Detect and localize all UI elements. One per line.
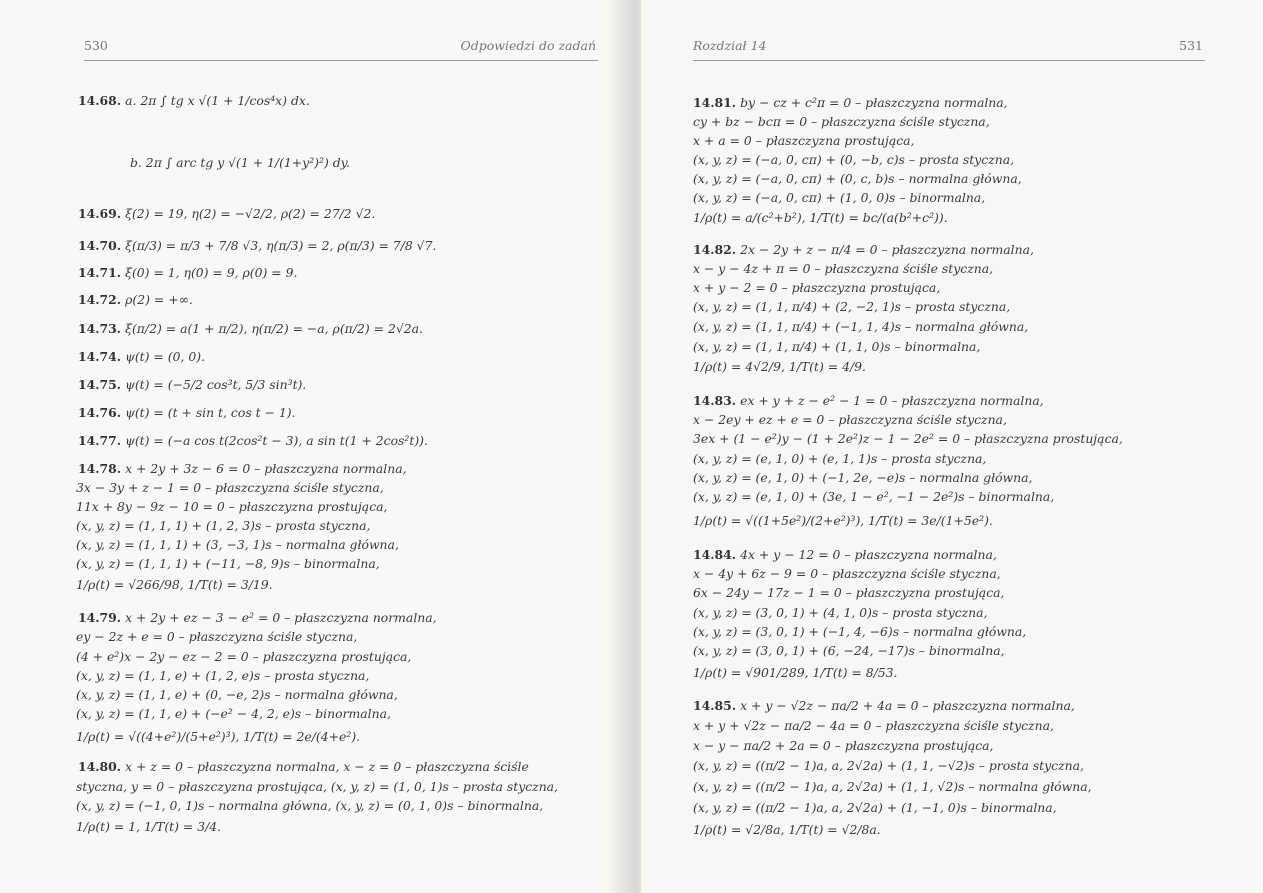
exercise-number: 14.85. — [693, 698, 737, 713]
equation-text: (x, y, z) = (3, 0, 1) + (4, 1, 0)s – prosta styczna, — [693, 605, 988, 620]
equation-text: (x, y, z) = (−1, 0, 1)s – normalna główna, (x, y, z) = (0, 1, 0)s – binormalna, — [76, 798, 544, 813]
equation-text: (x, y, z) = (1, 1, π/4) + (−1, 1, 4)s – normalna główna, — [693, 319, 1029, 334]
equation-text: (x, y, z) = (−a, 0, cπ) + (0, −b, c)s – prosta styczna, — [693, 152, 1015, 167]
equation-text: ψ(t) = (t + sin t, cos t − 1). — [125, 405, 296, 420]
exercise-number: 14.72. — [78, 292, 122, 307]
exercise-number: 14.70. — [78, 238, 122, 253]
equation-text: (x, y, z) = (1, 1, 1) + (1, 2, 3)s – prosta styczna, — [76, 518, 371, 533]
equation-text: 1/ρ(t) = √266/98, 1/T(t) = 3/19. — [76, 577, 273, 592]
answer-line — [693, 209, 948, 226]
answer-line — [76, 778, 558, 795]
answer-line — [693, 604, 987, 621]
equation-text: (x, y, z) = (−a, 0, cπ) + (0, c, b)s – normalna główna, — [693, 171, 1022, 186]
equation-text: 1/ρ(t) = √901/289, 1/T(t) = 8/53. — [693, 665, 898, 680]
equation-text: styczna, y = 0 – płaszczyzna prostująca, (x, y, z) = (1, 0, 1)s – prosta styczna, — [76, 779, 558, 794]
answer-line — [693, 737, 994, 754]
answer-line — [130, 154, 350, 171]
answer-line — [76, 818, 221, 835]
equation-text: ξ(π/2) = a(1 + π/2), η(π/2) = −a, ρ(π/2) = 2√2a. — [125, 321, 423, 336]
exercise-answer-14.79 — [78, 609, 437, 626]
page-number-left: 530 — [84, 38, 108, 53]
exercise-number: 14.75. — [78, 377, 122, 392]
exercise-answer-14.70 — [78, 237, 436, 254]
answer-line — [693, 488, 1054, 505]
exercise-answer-14.72 — [78, 291, 193, 308]
exercise-answer-14.76 — [78, 404, 296, 421]
equation-text: x − y − 4z + π = 0 – płaszczyzna ściśle styczna, — [693, 261, 994, 276]
exercise-answer-14.80 — [78, 758, 529, 775]
answer-line — [76, 555, 380, 572]
equation-text: (x, y, z) = (1, 1, π/4) + (1, 1, 0)s – binormalna, — [693, 339, 981, 354]
equation-text: by − cz + c²π = 0 – płaszczyzna normalna, — [740, 95, 1008, 110]
equation-text: (x, y, z) = (1, 1, e) + (0, −e, 2)s – normalna główna, — [76, 687, 398, 702]
answer-line — [693, 450, 986, 467]
equation-text: ρ(2) = +∞. — [125, 292, 193, 307]
exercise-number: 14.82. — [693, 242, 737, 257]
exercise-number: 14.68. — [78, 93, 122, 108]
answer-line — [693, 189, 985, 206]
answer-line — [693, 358, 866, 375]
answer-line — [693, 717, 1054, 734]
answer-line — [693, 512, 993, 529]
answer-line — [693, 757, 1084, 774]
answer-line — [693, 113, 990, 130]
exercise-number: 14.69. — [78, 206, 122, 221]
equation-text: (x, y, z) = (1, 1, 1) + (−11, −8, 9)s – binormalna, — [76, 556, 380, 571]
answer-line — [76, 667, 369, 684]
answer-line — [693, 469, 1032, 486]
equation-text: 1/ρ(t) = a/(c²+b²), 1/T(t) = bc/(a(b²+c²)). — [693, 210, 948, 225]
equation-text: 11x + 8y − 9z − 10 = 0 – płaszczyzna prostująca, — [76, 499, 388, 514]
running-head-right: Rozdział 14 — [693, 38, 767, 53]
equation-text: x + y + √2z − πa/2 − 4a = 0 – płaszczyzna ściśle styczna, — [693, 718, 1054, 733]
exercise-answer-14.77 — [78, 432, 428, 449]
equation-text: (x, y, z) = (−a, 0, cπ) + (1, 0, 0)s – binormalna, — [693, 190, 986, 205]
equation-text: (x, y, z) = (1, 1, e) + (1, 2, e)s – prosta styczna, — [76, 668, 370, 683]
exercise-answer-14.69 — [78, 205, 375, 222]
exercise-number: 14.80. — [78, 759, 122, 774]
answer-line — [693, 411, 1007, 428]
equation-text: 6x − 24y − 17z − 1 = 0 – płaszczyzna prostująca, — [693, 585, 1005, 600]
equation-text: x + 2y + ez − 3 − e² = 0 – płaszczyzna normalna, — [125, 610, 437, 625]
answer-line — [693, 642, 1005, 659]
equation-text: ψ(t) = (−a cos t(2cos²t − 3), a sin t(1 + 2cos²t)). — [125, 433, 428, 448]
answer-line — [693, 430, 1123, 447]
answer-line — [76, 536, 399, 553]
equation-text: ψ(t) = (−5/2 cos³t, 5/3 sin³t). — [125, 377, 307, 392]
equation-text: x + z = 0 – płaszczyzna normalna, x − z = 0 – płaszczyzna ściśle — [125, 759, 529, 774]
answer-line — [76, 705, 391, 722]
equation-text: 1/ρ(t) = √2/8a, 1/T(t) = √2/8a. — [693, 822, 881, 837]
equation-text: x − 4y + 6z − 9 = 0 – płaszczyzna ściśle styczna, — [693, 566, 1001, 581]
equation-text: (x, y, z) = ((π/2 − 1)a, a, 2√2a) + (1, −1, 0)s – binormalna, — [693, 800, 1057, 815]
equation-text: (x, y, z) = (3, 0, 1) + (−1, 4, −6)s – normalna główna, — [693, 624, 1027, 639]
answer-line — [693, 623, 1026, 640]
equation-text: (x, y, z) = ((π/2 − 1)a, a, 2√2a) + (1, 1, −√2)s – prosta styczna, — [693, 758, 1084, 773]
equation-text: ey − 2z + e = 0 – płaszczyzna ściśle styczna, — [76, 629, 358, 644]
equation-text: b. 2π ∫ arc tg y √(1 + 1/(1+y²)²) dy. — [130, 155, 350, 170]
running-head-left: Odpowiedzi do zadań — [460, 38, 596, 53]
exercise-answer-14.74 — [78, 348, 205, 365]
answer-line — [693, 565, 1001, 582]
equation-text: (x, y, z) = (1, 1, 1) + (3, −3, 1)s – normalna główna, — [76, 537, 399, 552]
exercise-answer-14.75 — [78, 376, 306, 393]
answer-line — [693, 584, 1004, 601]
exercise-number: 14.73. — [78, 321, 122, 336]
answer-line — [693, 279, 940, 296]
equation-text: 1/ρ(t) = 1, 1/T(t) = 3/4. — [76, 819, 222, 834]
equation-text: a. 2π ∫ tg x √(1 + 1/cos⁴x) dx. — [125, 93, 310, 108]
equation-text: cy + bz − bcπ = 0 – płaszczyzna ściśle styczna, — [693, 114, 990, 129]
answer-line — [693, 260, 993, 277]
equation-text: (x, y, z) = (1, 1, π/4) + (2, −2, 1)s – prosta styczna, — [693, 299, 1011, 314]
exercise-number: 14.76. — [78, 405, 122, 420]
header-rule-left — [84, 60, 598, 61]
exercise-number: 14.77. — [78, 433, 122, 448]
equation-text: 3ex + (1 − e²)y − (1 + 2e²)z − 1 − 2e² = 0 – płaszczyzna prostująca, — [693, 431, 1123, 446]
equation-text: (x, y, z) = (1, 1, e) + (−e² − 4, 2, e)s – binormalna, — [76, 706, 391, 721]
answer-line — [693, 170, 1022, 187]
equation-text: ψ(t) = (0, 0). — [125, 349, 205, 364]
answer-line — [76, 648, 411, 665]
page-number-right: 531 — [1179, 38, 1203, 53]
header-rule-right — [693, 60, 1205, 61]
equation-text: (x, y, z) = (e, 1, 0) + (e, 1, 1)s – prosta styczna, — [693, 451, 987, 466]
equation-text: (x, y, z) = (e, 1, 0) + (−1, 2e, −e)s – normalna główna, — [693, 470, 1033, 485]
equation-text: (x, y, z) = (e, 1, 0) + (3e, 1 − e², −1 − 2e²)s – binormalna, — [693, 489, 1055, 504]
right-page — [641, 0, 1263, 893]
answer-line — [76, 517, 370, 534]
exercise-answer-14.81 — [693, 94, 1008, 111]
equation-text: (x, y, z) = (3, 0, 1) + (6, −24, −17)s – binormalna, — [693, 643, 1005, 658]
equation-text: 1/ρ(t) = 4√2/9, 1/T(t) = 4/9. — [693, 359, 866, 374]
exercise-answer-14.73 — [78, 320, 423, 337]
answer-line — [693, 151, 1014, 168]
answer-line — [76, 628, 357, 645]
answer-line — [693, 338, 980, 355]
answer-line — [76, 576, 273, 593]
answer-line — [693, 799, 1057, 816]
equation-text: ex + y + z − e² − 1 = 0 – płaszczyzna normalna, — [740, 393, 1044, 408]
exercise-answer-14.71 — [78, 264, 297, 281]
equation-text: 3x − 3y + z − 1 = 0 – płaszczyzna ściśle styczna, — [76, 480, 384, 495]
exercise-number: 14.83. — [693, 393, 737, 408]
equation-text: 2x − 2y + z − π/4 = 0 – płaszczyzna normalna, — [740, 242, 1034, 257]
equation-text: 4x + y − 12 = 0 – płaszczyzna normalna, — [740, 547, 997, 562]
answer-line — [693, 318, 1028, 335]
exercise-number: 14.84. — [693, 547, 737, 562]
exercise-number: 14.81. — [693, 95, 737, 110]
answer-line — [76, 728, 360, 745]
equation-text: x + y − √2z − πa/2 + 4a = 0 – płaszczyzna normalna, — [740, 698, 1075, 713]
answer-line — [76, 498, 387, 515]
equation-text: x − 2ey + ez + e = 0 – płaszczyzna ściśle styczna, — [693, 412, 1007, 427]
equation-text: 1/ρ(t) = √((4+e²)/(5+e²)³), 1/T(t) = 2e/(4+e²). — [76, 729, 361, 744]
equation-text: 1/ρ(t) = √((1+5e²)/(2+e²)³), 1/T(t) = 3e/(1+5e²). — [693, 513, 993, 528]
answer-line — [693, 132, 915, 149]
exercise-answer-14.68 — [78, 92, 310, 109]
exercise-answer-14.84 — [693, 546, 997, 563]
exercise-number: 14.79. — [78, 610, 122, 625]
answer-line — [693, 298, 1010, 315]
answer-line — [693, 778, 1092, 795]
answer-line — [76, 686, 398, 703]
exercise-answer-14.83 — [693, 392, 1044, 409]
equation-text: ξ(2) = 19, η(2) = −√2/2, ρ(2) = 27/2 √2. — [125, 206, 376, 221]
answer-line — [693, 821, 881, 838]
exercise-answer-14.78 — [78, 460, 407, 477]
equation-text: x + a = 0 – płaszczyzna prostująca, — [693, 133, 915, 148]
equation-text: ξ(π/3) = π/3 + 7/8 √3, η(π/3) = 2, ρ(π/3) = 7/8 √7. — [125, 238, 437, 253]
answer-line — [76, 797, 543, 814]
exercise-number: 14.74. — [78, 349, 122, 364]
exercise-number: 14.78. — [78, 461, 122, 476]
exercise-number: 14.71. — [78, 265, 122, 280]
equation-text: x + y − 2 = 0 – płaszczyzna prostująca, — [693, 280, 941, 295]
exercise-answer-14.85 — [693, 697, 1075, 714]
answer-line — [76, 479, 384, 496]
exercise-answer-14.82 — [693, 241, 1034, 258]
equation-text: ξ(0) = 1, η(0) = 9, ρ(0) = 9. — [125, 265, 298, 280]
left-page — [0, 0, 622, 893]
equation-text: x − y − πa/2 + 2a = 0 – płaszczyzna prostująca, — [693, 738, 994, 753]
equation-text: (4 + e²)x − 2y − ez − 2 = 0 – płaszczyzna prostująca, — [76, 649, 412, 664]
answer-line — [693, 664, 898, 681]
equation-text: (x, y, z) = ((π/2 − 1)a, a, 2√2a) + (1, 1, √2)s – normalna główna, — [693, 779, 1092, 794]
equation-text: x + 2y + 3z − 6 = 0 – płaszczyzna normalna, — [125, 461, 407, 476]
